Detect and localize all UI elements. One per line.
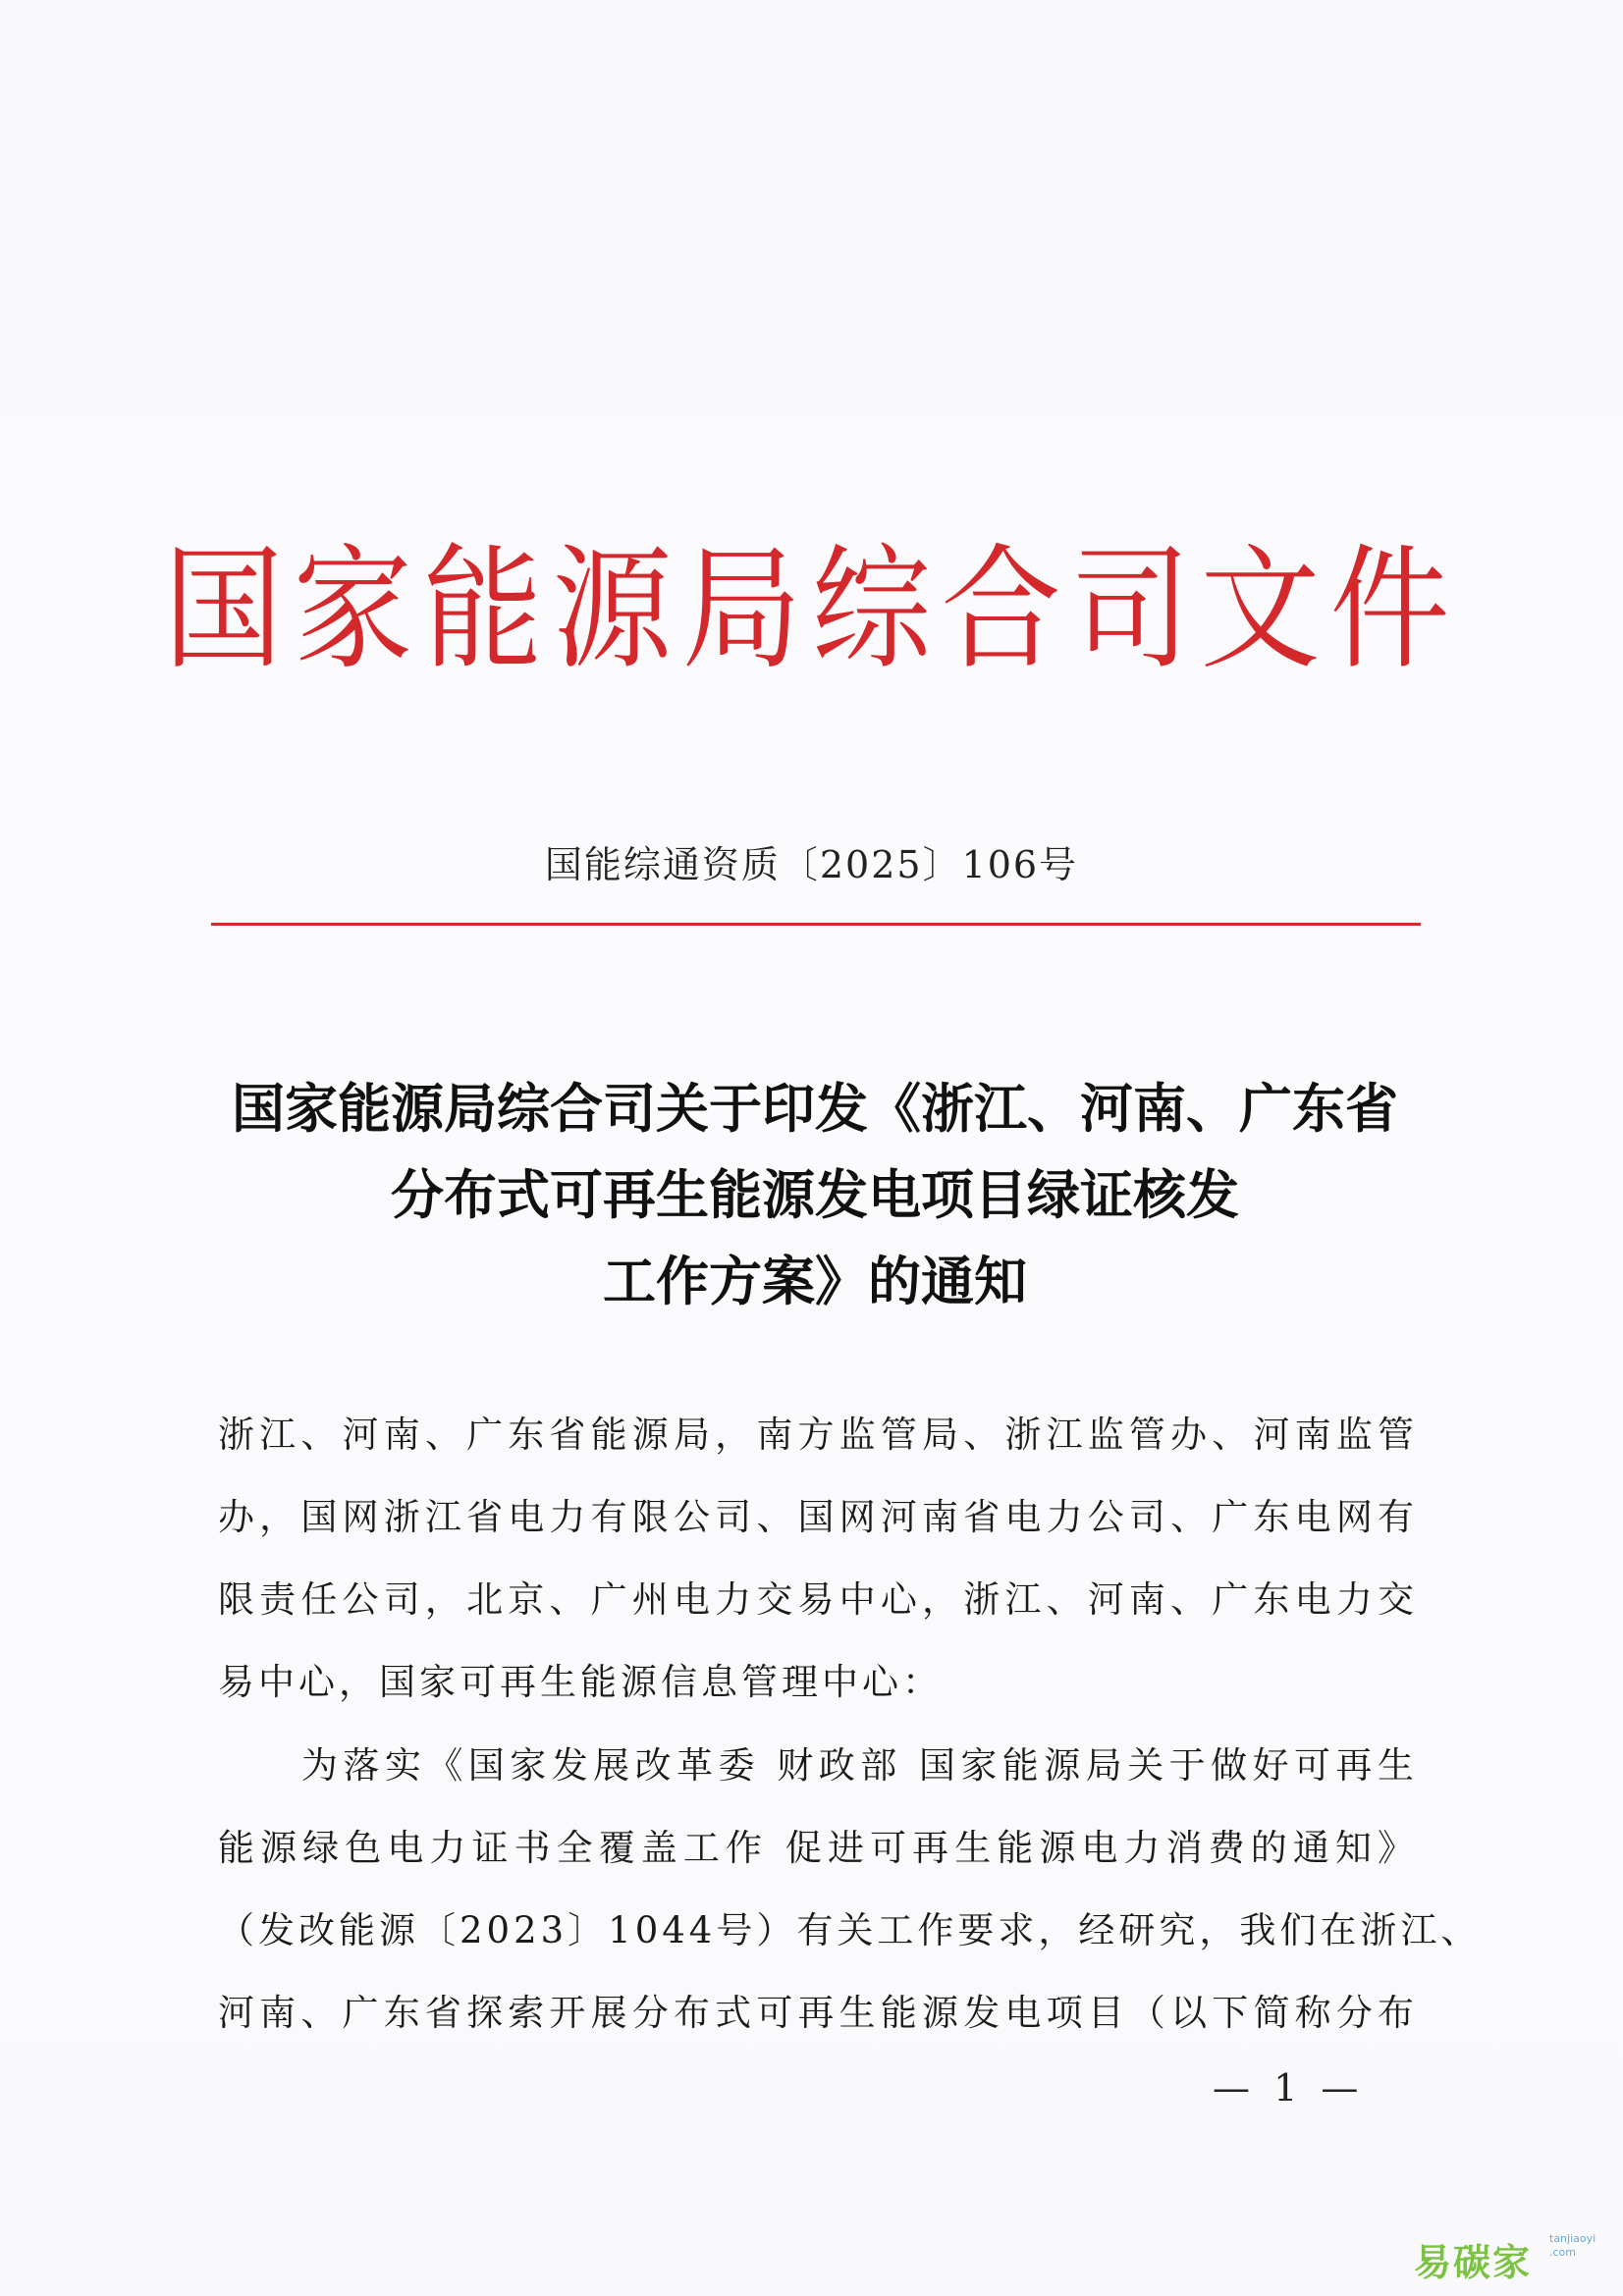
- document-number: 国能综通资质〔2025〕106号: [544, 843, 1079, 886]
- paragraph-line: 能源绿色电力证书全覆盖工作 促进可再生能源电力消费的通知》: [218, 1827, 1418, 1869]
- watermark-logo-icon: 易碳家: [1414, 2241, 1533, 2284]
- page-number: — 1 —: [1213, 2066, 1365, 2109]
- addressee-line: 办，国网浙江省电力有限公司、国网河南省电力公司、广东电网有: [218, 1496, 1418, 1538]
- notice-title-line: 工作方案》的通知: [603, 1250, 1027, 1312]
- addressee-line: 浙江、河南、广东省能源局，南方监管局、浙江监管办、河南监管: [218, 1414, 1418, 1456]
- paragraph-line: 为落实《国家发展改革委 财政部 国家能源局关于做好可再生: [218, 1744, 1418, 1787]
- body-paragraph: [218, 1725, 1482, 2055]
- paragraph-line: 河南、广东省探索开展分布式可再生能源发电项目（以下简称分布: [218, 1992, 1418, 2034]
- issuer-title: 国家能源局综合司文件: [163, 531, 1460, 688]
- notice-title: [196, 1065, 1434, 1324]
- addressee-line: 易中心，国家可再生能源信息管理中心：: [218, 1661, 943, 1703]
- red-divider: [211, 923, 1421, 926]
- watermark-domain-line: .com: [1549, 2246, 1576, 2259]
- paragraph-line: （发改能源〔2023〕1044号）有关工作要求，经研究，我们在浙江、: [218, 1909, 1482, 1951]
- notice-title-line: 国家能源局综合司关于印发《浙江、河南、广东省: [232, 1077, 1398, 1140]
- watermark-domain: [1549, 2232, 1596, 2260]
- site-watermark: [1404, 2226, 1610, 2285]
- watermark-domain-line: tanjiaoyi: [1549, 2232, 1596, 2245]
- notice-title-line: 分布式可再生能源发电项目绿证核发: [391, 1163, 1239, 1226]
- addressee-list: [218, 1394, 1418, 1724]
- addressee-line: 限责任公司，北京、广州电力交易中心，浙江、河南、广东电力交: [218, 1578, 1418, 1621]
